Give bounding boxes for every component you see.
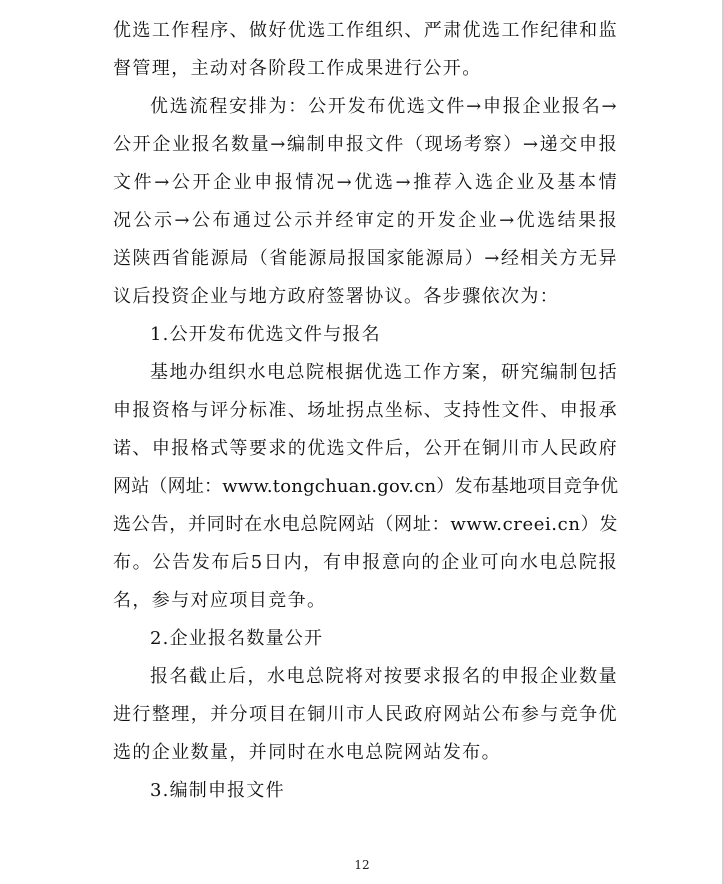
- body-text-line: 公开企业报名数量→编制申报文件（现场考察）→递交申报: [113, 134, 618, 155]
- body-text-line: 名，参与对应项目竞争。: [113, 590, 327, 611]
- body-text-line: 选的企业数量，并同时在水电总院网站发布。: [113, 742, 501, 763]
- body-text-line: 进行整理，并分项目在铜川市人民政府网站公布参与竞争优: [113, 704, 618, 725]
- section-heading: 3.编制申报文件: [150, 780, 285, 801]
- body-text-line: 申报资格与评分标准、场址拐点坐标、支持性文件、申报承: [113, 400, 618, 421]
- body-text-line: 报名截止后，水电总院将对按要求报名的申报企业数量: [150, 666, 618, 687]
- body-text-line: 布。公告发布后5日内，有申报意向的企业可向水电总院报: [113, 552, 618, 573]
- body-text-line: 文件→公开企业申报情况→优选→推荐入选企业及基本情: [113, 172, 618, 193]
- body-text-line: 优选流程安排为：公开发布优选文件→申报企业报名→: [150, 96, 618, 117]
- body-text-line: 况公示→公布通过公示并经审定的开发企业→优选结果报: [113, 210, 618, 231]
- body-text-line: 诺、申报格式等要求的优选文件后，公开在铜川市人民政府: [113, 438, 618, 459]
- section-heading: 2.企业报名数量公开: [150, 628, 324, 649]
- body-text-line: 基地办组织水电总院根据优选工作方案，研究编制包括: [150, 362, 618, 383]
- body-text-line: 督管理，主动对各阶段工作成果进行公开。: [113, 58, 482, 79]
- body-text-line: 网站（网址：www.tongchuan.gov.cn）发布基地项目竞争优: [113, 476, 619, 497]
- body-text-line: 优选工作程序、做好优选工作组织、严肃优选工作纪律和监: [113, 20, 618, 41]
- page-number: 12: [354, 858, 370, 872]
- body-text-line: 议后投资企业与地方政府签署协议。各步骤依次为：: [113, 286, 560, 307]
- section-heading: 1.公开发布优选文件与报名: [150, 324, 381, 345]
- body-text-line: 送陕西省能源局（省能源局报国家能源局）→经相关方无异: [113, 248, 618, 269]
- body-text-line: 选公告，并同时在水电总院网站（网址：www.creei.cn）发: [113, 514, 618, 535]
